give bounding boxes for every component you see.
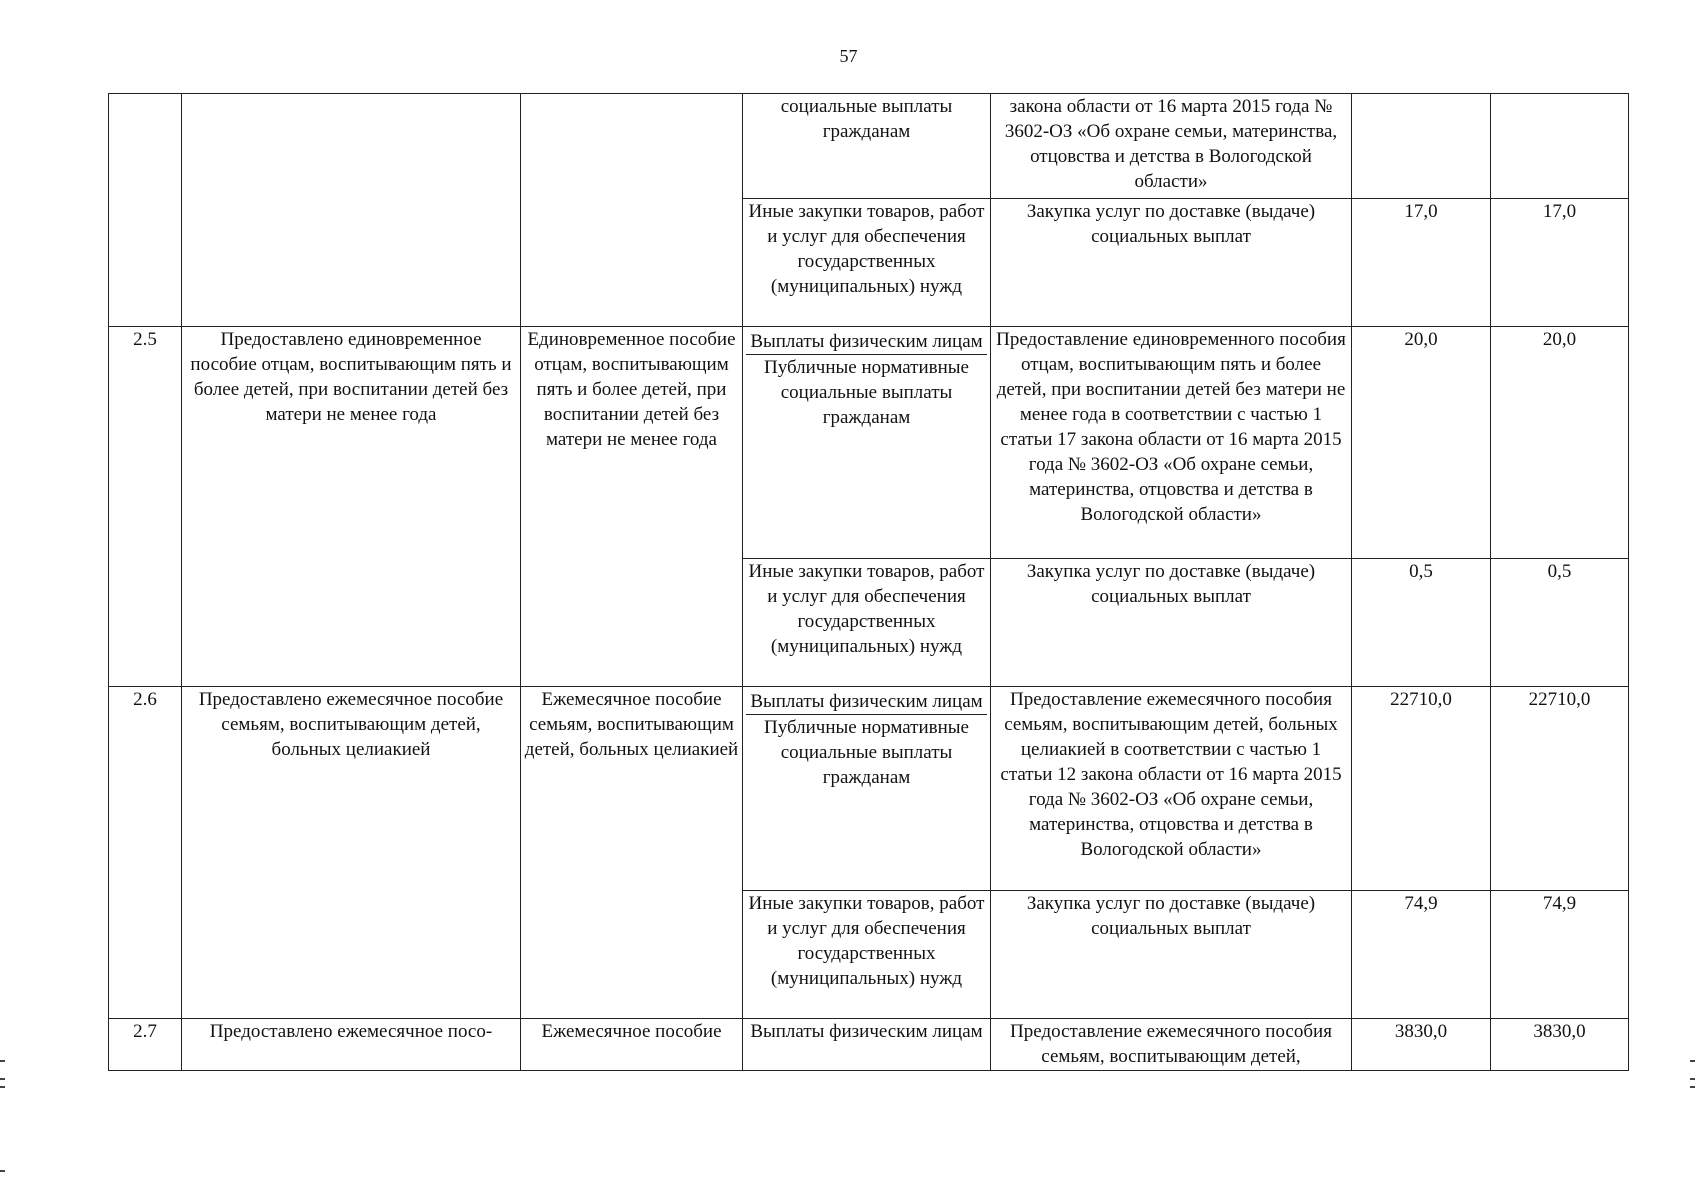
expense-type-top: Выплаты физическим лицам (750, 331, 983, 352)
measure-cell (521, 94, 743, 327)
measure-cell: Единовременное пособие отцам, воспитывающим пять и более детей, при воспитании детей без матери не менее года (521, 327, 743, 687)
legal-basis-cell: Предоставление ежемесячного пособия семьям, воспитывающим детей, больных целиакией в соответствии с частью 1 статьи 12 закона области от 16 марта 2015 года № 3602-ОЗ «Об охране семьи, материнства, отцовства и детства в Вологодской области» (991, 687, 1352, 891)
amount-cell-2: 74,9 (1491, 891, 1629, 1019)
result-cell: Предоставлено ежемесячное посо- (182, 1019, 521, 1071)
amount-cell-1: 0,5 (1352, 559, 1491, 687)
amount-cell-1: 3830,0 (1352, 1019, 1491, 1071)
budget-table (108, 93, 1629, 1071)
table-row (109, 94, 1629, 199)
result-cell: Предоставлено единовременное пособие отцам, воспитывающим пять и более детей, при воспитании детей без матери не менее года (182, 327, 521, 687)
amount-cell-2: 3830,0 (1491, 1019, 1629, 1071)
expense-type-bottom: Публичные нормативные социальные выплаты гражданам (746, 714, 987, 792)
page-number: 57 (839, 46, 858, 66)
amount-cell-1: 22710,0 (1352, 687, 1491, 891)
amount-cell-1: 17,0 (1352, 199, 1491, 327)
legal-basis-cell: Закупка услуг по доставке (выдаче) социальных выплат (991, 559, 1352, 687)
expense-type-cell: Иные закупки товаров, работ и услуг для обеспечения государственных (муниципальных) нужд (743, 559, 991, 687)
measure-cell: Ежемесячное пособие семьям, воспитывающим детей, больных целиакией (521, 687, 743, 1019)
expense-type-cell: Выплаты физическим лицам (743, 1019, 991, 1071)
expense-type-cell (743, 327, 991, 559)
row-number-cell: 2.6 (109, 687, 182, 1019)
table-row (109, 687, 1629, 891)
expense-type-bottom: Публичные нормативные социальные выплаты гражданам (746, 354, 987, 432)
measure-cell: Ежемесячное пособие (521, 1019, 743, 1071)
legal-basis-cell: закона области от 16 марта 2015 года № 3602-ОЗ «Об охране семьи, материнства, отцовства и детства в Вологодской области» (991, 94, 1352, 199)
expense-type-cell: Иные закупки товаров, работ и услуг для обеспечения государственных (муниципальных) нужд (743, 891, 991, 1019)
amount-cell-2: 22710,0 (1491, 687, 1629, 891)
legal-basis-cell: Предоставление единовременного пособия отцам, воспитывающим пять и более детей, при воспитании детей без матери не менее года в соответствии с частью 1 статьи 17 закона области от 16 марта 2015 года № 3602-ОЗ «Об охране семьи, материнства, отцовства и детства в Вологодской области» (991, 327, 1352, 559)
scan-mark (0, 1086, 5, 1088)
amount-cell-2: 20,0 (1491, 327, 1629, 559)
amount-cell-1: 74,9 (1352, 891, 1491, 1019)
result-cell (182, 94, 521, 327)
row-number-cell: 2.7 (109, 1019, 182, 1071)
legal-basis-cell: Закупка услуг по доставке (выдаче) социальных выплат (991, 891, 1352, 1019)
amount-cell-2 (1491, 94, 1629, 199)
scan-mark (1690, 1078, 1695, 1080)
scan-mark (0, 1078, 5, 1080)
expense-type-cell: социальные выплаты гражданам (743, 94, 991, 199)
table-row (109, 1019, 1629, 1071)
expense-type-top: Выплаты физическим лицам (750, 691, 983, 712)
row-number-cell (109, 94, 182, 327)
legal-basis-cell: Закупка услуг по доставке (выдаче) социальных выплат (991, 199, 1352, 327)
scan-mark (0, 1170, 5, 1172)
expense-type-cell (743, 687, 991, 891)
amount-cell-2: 17,0 (1491, 199, 1629, 327)
scan-mark (1690, 1086, 1695, 1088)
scan-mark (0, 1060, 5, 1062)
legal-basis-cell: Предоставление ежемесячного пособия семьям, воспитывающим детей, (991, 1019, 1352, 1071)
amount-cell-1: 20,0 (1352, 327, 1491, 559)
expense-type-cell: Иные закупки товаров, работ и услуг для обеспечения государственных (муниципальных) нужд (743, 199, 991, 327)
amount-cell-2: 0,5 (1491, 559, 1629, 687)
scan-mark (1690, 1060, 1695, 1062)
result-cell: Предоставлено ежемесячное пособие семьям, воспитывающим детей, больных целиакией (182, 687, 521, 1019)
amount-cell-1 (1352, 94, 1491, 199)
row-number-cell: 2.5 (109, 327, 182, 687)
table-row (109, 327, 1629, 559)
